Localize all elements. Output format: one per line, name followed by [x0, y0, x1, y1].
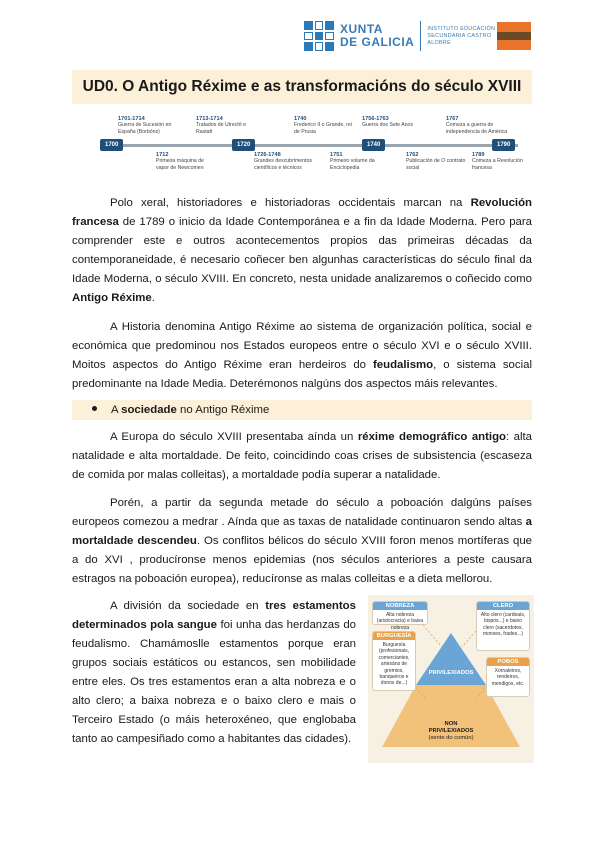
- timeline-year: 1720: [232, 139, 255, 151]
- timeline-axis: [104, 144, 518, 147]
- timeline-event: 1712 Primeira máquina de vapor de Newcomen: [156, 152, 204, 171]
- pobos-box: POBOS Xornaleiros, rendeiros, mendigos, etc.: [486, 657, 530, 697]
- paragraph-demografia: A Europa do século XVIII presentaba aínda un réxime demográfico antigo: alta natalidade e alta mortaldade. De feito, coincidindo coas crises de subsistencia (escaseza de comida por malas colleitas), a mortaldade podía superar a natalidade.: [72, 431, 532, 481]
- xunta-logo-icon: [304, 21, 334, 51]
- section-heading-sociedade: A sociedade no Antigo Réxime: [72, 400, 532, 420]
- timeline-year: 1700: [100, 139, 123, 151]
- burguesia-box: BURGUESÍA Burguesía (profesionais, comerciantes, artesáns de gremios, banqueiros e donos de...): [372, 631, 416, 691]
- xunta-name: [340, 23, 414, 49]
- paragraph-antigo-rexime: A Historia denomina Antigo Réxime ao sistema de organización política, social e económica que predominou nos Estados europeos entre o século XVI e o século XVIII. Moitos aspectos do Antigo Réxime eran herdeiros do feudalismo, o sistema social predominante na Idade Media. Deterémonos nalgúns dos aspectos máis relevantes.: [72, 321, 532, 390]
- timeline-event: 1789 Comeza a Revolución francesa: [472, 152, 523, 171]
- privileged-label: PRIVILEXIADOS: [428, 670, 474, 676]
- clero-box: CLERO Alto clero (cardeais, bispos...) e baixo clero (sacerdotes, monxes, frades...): [476, 601, 530, 651]
- institute-line1: INSTITUTO EDUCACIÓN: [427, 25, 496, 32]
- timeline: [72, 110, 532, 182]
- timeline-event: 1756-1763 Guerra dos Sete Anos: [362, 116, 414, 129]
- paragraph-intro: Polo xeral, historiadores e historiadoras occidentais marcan na Revolución francesa de 1789 o inicio da Idade Contemporánea e a fin da Idade Moderna. Pero para comprender este e outros acontecementos propios das primeiras décadas da contemporaneidade, é necesario coñecer ben algunhas características do século final da Idade Moderna, o século XVIII. En concreto, nesta unidade analizaremos o coñecido como Antigo Réxime.: [72, 197, 532, 304]
- institute-line2: SECUNDARIA CASTRO: [427, 32, 492, 39]
- xunta-line2: DE GALICIA: [340, 35, 415, 49]
- timeline-event: 1767 Comeza a guerra de independencia de América: [446, 116, 508, 135]
- page-title: UD0. O Antigo Réxime e as transformacións do século XVIII: [82, 78, 522, 95]
- timeline-event: 1701-1714 Guerra de Sucesión en España (Borbóns): [118, 116, 172, 135]
- timeline-event: 1713-1714 Tratados de Utrecht e Rastatt: [196, 116, 246, 135]
- timeline-event: 1740 Frederico II o Grande, rei de Prusia: [294, 116, 352, 135]
- bullet-icon: [92, 406, 97, 411]
- timeline-event: 1726-1748 Grandes descubrimentos científicos e técnicos: [254, 152, 312, 171]
- timeline-year: 1790: [492, 139, 515, 151]
- timeline-event: 1751 Primeiro volume da Enciclopedia: [330, 152, 375, 171]
- estates-diagram: [368, 595, 534, 763]
- timeline-event: 1762 Publicación de O contrato social: [406, 152, 466, 171]
- xunta-line1: XUNTA: [340, 22, 383, 36]
- title-band: [72, 70, 532, 104]
- paragraph-estamentos: A división da sociedade en tres estamentos determinados pola sangue foi unha das herdanzas do feudalismo. Chamámoslle estamentos porque eran grupos sociais estáticos ou estancos, sen mobilidade entre eles. Os tres estamentos eran a alta nobreza e o alto clero; a baixa nobreza e o baixo clero e mais o Terceiro Estado (o máis heteroxéneo, que englobaba tanto ao campesiñado como a habitantes das cidades).: [72, 600, 356, 745]
- paragraph-poboacion: Porén, a partir da segunda metade do século a poboación dalgúns países europeos comezou a medrar . Aínda que as taxas de natalidade continuaron sendo altas a mortaldade descendeu. Os conflitos bélicos do século XVIII foron menos mortíferas que a do XVI , producíronse menos epidemias (nos séculos anteriores a peste causara estragos na poboación europea), reducíronse as malas colleitas e a dieta mellorou.: [72, 497, 532, 585]
- nobreza-box: NOBREZA Alta nobreza (aristocracia) e baixa nobreza: [372, 601, 428, 625]
- timeline-year: 1740: [362, 139, 385, 151]
- school-logo-icon: [497, 22, 531, 50]
- header-separator: [420, 21, 421, 51]
- non-privileged-label: NON PRIVILEXIADOS (xente do común): [428, 721, 474, 741]
- institute-line3: ALOBRE: [427, 39, 452, 46]
- header-logos: [304, 20, 517, 52]
